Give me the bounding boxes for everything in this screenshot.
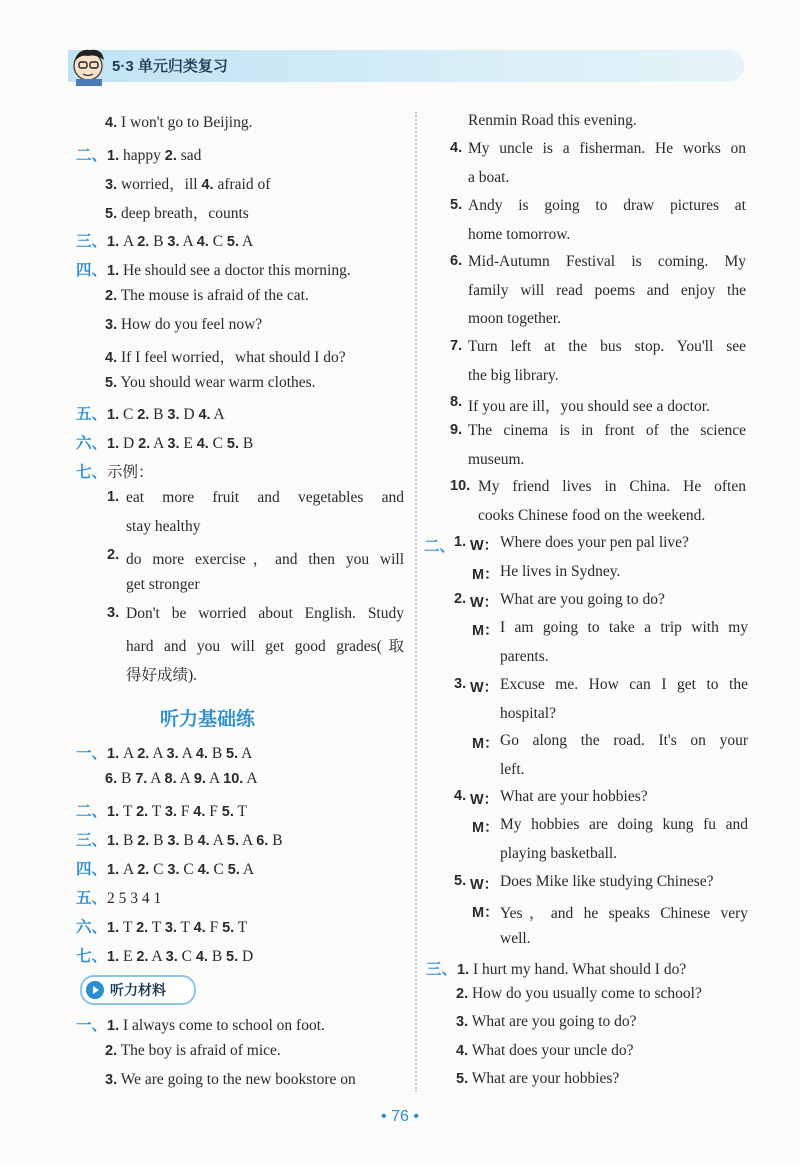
answer-number: 5.: [221, 804, 234, 820]
answer-number: 2.: [136, 949, 149, 965]
answer-number: 1.: [107, 920, 120, 936]
item-number: 3.: [105, 1072, 118, 1088]
section-marker: 五、: [76, 406, 108, 423]
paragraph-line: Mid-Autumn Festival is coming. My: [468, 253, 746, 270]
speaker-label: W：: [470, 877, 499, 893]
answer-number: 5.: [227, 862, 240, 878]
answer-list: 1. C 2. B 3. D 4. A: [107, 406, 225, 423]
answer-list: 1. B 2. B 3. B 4. A 5. A 6. B: [107, 832, 283, 849]
answer-number: 1.: [107, 949, 120, 965]
answer-number: 3.: [166, 746, 179, 762]
paragraph-line: museum.: [468, 450, 525, 468]
paragraph-line: the big library.: [468, 366, 559, 384]
item-text: What does your uncle do?: [468, 1042, 634, 1059]
play-icon: [86, 981, 104, 999]
answer-line: [76, 402, 225, 424]
answer-number: 4.: [193, 920, 206, 936]
answer-list: 6. B 7. A 8. A 9. A 10. A: [105, 770, 258, 787]
section-marker: 一、: [76, 1017, 108, 1034]
answer-line: [105, 1042, 281, 1060]
paragraph-line: 得好成绩).: [126, 667, 198, 684]
answer-line: [456, 1070, 619, 1088]
item-number: 5.: [105, 375, 118, 391]
dialogue-line: My hobbies are doing kung fu and: [500, 816, 748, 833]
answer-list: 1. T 2. T 3. T 4. F 5. T: [107, 919, 248, 936]
section-marker: 二、: [76, 803, 108, 820]
dialogue-line: Yes，and he speaks Chinese very: [500, 905, 748, 922]
answer-number: 3.: [167, 234, 180, 250]
section-marker: 三、: [76, 233, 108, 250]
paragraph-line: a boat.: [468, 168, 510, 186]
answer-number: 5.: [226, 436, 239, 452]
paragraph-line: cooks Chinese food on the weekend.: [478, 506, 706, 524]
section-marker: 一、: [76, 745, 108, 762]
item-number: 4.: [450, 140, 463, 156]
section-marker: 四、: [76, 861, 108, 878]
item-text: I hurt my hand. What should I do?: [469, 961, 687, 978]
item-number: 1.: [454, 534, 467, 550]
answer-number: 2.: [137, 746, 150, 762]
dialogue-line: Where does your pen pal live?: [500, 534, 689, 551]
answer-number: 2.: [137, 234, 150, 250]
item-number: 3.: [454, 676, 467, 692]
listening-material-label: 听力材料: [110, 983, 166, 999]
item-number: 4.: [105, 115, 118, 131]
speaker-label: W：: [470, 538, 499, 554]
answer-list: 1. T 2. T 3. F 4. F 5. T: [107, 803, 247, 820]
answer-number: 2.: [136, 920, 149, 936]
answer-number: 3.: [164, 920, 177, 936]
header: [68, 46, 744, 86]
speaker-label: W：: [470, 680, 499, 696]
item-text: How do you feel now?: [117, 316, 263, 333]
item-text: The boy is afraid of mice.: [117, 1042, 281, 1059]
item-text: How do you usually come to school?: [468, 985, 702, 1002]
paragraph-line: If you are ill，you should see a doctor.: [468, 398, 710, 415]
speaker-label: W：: [470, 595, 499, 611]
item-number: 4.: [105, 350, 118, 366]
answer-number: 3.: [167, 862, 180, 878]
item-text: What are your hobbies?: [468, 1070, 620, 1087]
answer-number: 1.: [107, 407, 120, 423]
answer-line: [105, 316, 262, 334]
answer-line: [105, 770, 258, 788]
dialogue-line: parents.: [500, 647, 549, 665]
item-number: 9.: [450, 422, 463, 438]
page-number: • 76 •: [381, 1108, 419, 1125]
dialogue-line: What are you going to do?: [500, 591, 665, 608]
answer-number: 3.: [165, 949, 178, 965]
answer-number: 2.: [137, 833, 150, 849]
dialogue-line: He lives in Sydney.: [500, 563, 621, 580]
answer-line: [76, 915, 247, 937]
answer-number: 10.: [223, 771, 244, 787]
item-number: 2.: [105, 1043, 118, 1059]
item-number: 3.: [105, 317, 118, 333]
answer-line: [105, 201, 249, 223]
item-number: 2.: [456, 986, 469, 1002]
item-number: 3.: [107, 605, 120, 621]
paragraph-line: family will read poems and enjoy the: [468, 281, 746, 299]
speaker-label: W：: [470, 792, 499, 808]
answer-number: 5.: [226, 746, 239, 762]
item-text: We are going to the new bookstore on: [117, 1071, 356, 1088]
item-number: 1.: [107, 263, 120, 279]
answer-number: 9.: [193, 771, 206, 787]
paragraph-line: The cinema is in front of the science: [468, 422, 746, 439]
answer-line: [76, 886, 161, 908]
answer-number: 3.: [167, 407, 180, 423]
item-text: If I feel worried，what should I do?: [117, 349, 346, 366]
paragraph-line: eat more fruit and vegetables and: [126, 489, 404, 506]
paragraph-line: My uncle is a fisherman. He works on: [468, 140, 746, 157]
answer-line: [76, 258, 351, 280]
answer-line: [76, 828, 283, 850]
item-text: The mouse is afraid of the cat.: [117, 287, 309, 304]
item-number: 5.: [450, 197, 463, 213]
answer-line: [76, 944, 253, 966]
item-number: 6.: [450, 253, 463, 269]
answer-number: 3.: [167, 436, 180, 452]
answer-number: 2.: [138, 436, 151, 452]
item-text: He should see a doctor this morning.: [119, 262, 351, 279]
answer-line: [76, 229, 253, 251]
section-marker: 六、: [76, 919, 108, 936]
answer-number: 8.: [164, 771, 177, 787]
speaker-label: M：: [472, 820, 499, 836]
answer-number: 1.: [107, 746, 120, 762]
answer-line: [105, 172, 270, 194]
answer-line: [76, 857, 254, 879]
item-number: 4.: [456, 1043, 469, 1059]
answer-number: 5.: [226, 949, 239, 965]
answer-number: 3.: [164, 804, 177, 820]
mascot-icon: [68, 46, 112, 86]
item-number: 2.: [107, 547, 120, 563]
item-number: 1.: [107, 489, 120, 505]
item-text: What are you going to do?: [468, 1013, 637, 1030]
item-number: 1.: [457, 962, 470, 978]
section-marker: 二、: [424, 538, 456, 555]
answer-number: 1.: [107, 862, 120, 878]
answer-number: 1.: [107, 804, 120, 820]
speaker-label: M：: [472, 567, 499, 583]
answer-number: 6.: [105, 771, 118, 787]
section-marker: 五、: [76, 890, 108, 907]
dialogue-line: Excuse me. How can I get to the: [500, 676, 748, 693]
answer-number: 1.: [107, 234, 120, 250]
answer-number: 6.: [256, 833, 269, 849]
item-number: 1.: [107, 1018, 120, 1034]
dialogue-line: What are your hobbies?: [500, 788, 648, 805]
listening-material-badge: [80, 975, 196, 1005]
paragraph-line: Andy is going to draw pictures at: [468, 197, 746, 214]
item-number: 2.: [454, 591, 467, 607]
section-marker: 三、: [76, 832, 108, 849]
answer-list: 1. A 2. B 3. A 4. C 5. A: [107, 233, 254, 250]
answer-number: 5.: [226, 234, 239, 250]
item-number: 10.: [450, 478, 471, 494]
column-divider: [415, 112, 417, 1092]
answer-number: 2.: [137, 862, 150, 878]
answer-list: 1. E 2. A 3. C 4. B 5. D: [107, 948, 254, 965]
speaker-label: M：: [472, 905, 499, 921]
answer-line: [76, 460, 154, 482]
paragraph-line: moon together.: [468, 310, 561, 327]
answer-line: [76, 143, 201, 165]
answer-number: 4.: [196, 234, 209, 250]
answer-number: 7.: [135, 771, 148, 787]
paragraph-line: Turn left at the bus stop. You'll see: [468, 338, 746, 355]
answer-number: 4.: [196, 436, 209, 452]
answer-number: 5.: [222, 920, 235, 936]
dialogue-line: hospital?: [500, 704, 556, 722]
item-text: deep breath，counts: [117, 205, 249, 222]
answer-number: 4.: [197, 833, 210, 849]
header-title: 5·3 单元归类复习: [112, 58, 228, 75]
answer-number: 4.: [195, 746, 208, 762]
answer-line: [426, 957, 686, 979]
answer-list: 1. A 2. C 3. C 4. C 5. A: [107, 861, 255, 878]
answer-number: 4.: [198, 407, 211, 423]
answer-number: 2.: [137, 407, 150, 423]
paragraph-line: stay healthy: [126, 518, 201, 535]
answer-line: [76, 431, 253, 453]
item-text: afraid of: [213, 176, 271, 193]
answer-number: 5.: [226, 833, 239, 849]
item-number: 3.: [105, 177, 118, 193]
paragraph-line: hard and you will get good grades(取: [126, 638, 404, 655]
dialogue-line: I am going to take a trip with my: [500, 619, 748, 636]
answer-number: 4.: [193, 804, 206, 820]
speaker-label: M：: [472, 736, 499, 752]
item-number: 5.: [105, 206, 118, 222]
answer-number: 3.: [167, 833, 180, 849]
answer-number: 4.: [197, 862, 210, 878]
section-marker: 三、: [426, 961, 458, 978]
answer-line: [456, 1013, 637, 1031]
item-text: worried，ill: [117, 176, 202, 193]
listening-section-title: 听力基础练: [159, 708, 255, 730]
section-marker: 七、: [76, 464, 108, 481]
item-number: 7.: [450, 338, 463, 354]
answer-number: 1.: [107, 833, 120, 849]
answer-number: 4.: [195, 949, 208, 965]
item-text: sad: [176, 147, 202, 164]
answer-list: 1. A 2. A 3. A 4. B 5. A: [107, 745, 253, 762]
item-number: 4.: [201, 177, 214, 193]
answer-line: [76, 799, 247, 821]
answer-line: [105, 114, 253, 132]
paragraph-line: home tomorrow.: [468, 225, 571, 243]
section-marker: 六、: [76, 435, 108, 452]
item-text: You should wear warm clothes.: [117, 374, 316, 391]
dialogue-line: Does Mike like studying Chinese?: [500, 873, 714, 890]
answer-line: [105, 287, 309, 305]
answer-line: [105, 374, 316, 392]
paragraph-line: My friend lives in China. He often: [478, 478, 746, 495]
section-marker: 七、: [76, 948, 108, 965]
dialogue-line: left.: [500, 760, 525, 778]
answer-number: 1.: [107, 436, 120, 452]
paragraph-line: Don't be worried about English. Study: [126, 605, 404, 622]
answer-list: 2 5 3 4 1: [107, 890, 162, 907]
item-number: 5.: [454, 873, 467, 889]
answer-number: 2.: [136, 804, 149, 820]
dialogue-line: Go along the road. It's on your: [500, 732, 748, 749]
answer-line: [456, 1042, 634, 1060]
paragraph-line: Renmin Road this evening.: [468, 112, 637, 129]
section-marker: 二、: [76, 147, 108, 164]
section-marker: 四、: [76, 262, 108, 279]
answer-line: [105, 345, 346, 367]
item-number: 8.: [450, 394, 463, 410]
answer-list: 1. D 2. A 3. E 4. C 5. B: [107, 435, 254, 452]
paragraph-line: get stronger: [126, 576, 200, 593]
item-text: 示例：: [107, 464, 154, 481]
dialogue-line: playing basketball.: [500, 844, 618, 862]
dialogue-line: well.: [500, 929, 531, 947]
item-number: 2.: [164, 148, 177, 164]
answer-line: [76, 741, 252, 763]
item-text: I won't go to Beijing.: [117, 114, 253, 131]
answer-line: [456, 985, 702, 1003]
answer-line: [105, 1071, 356, 1089]
speaker-label: M：: [472, 623, 499, 639]
item-text: happy: [119, 147, 165, 164]
item-number: 1.: [107, 148, 120, 164]
item-number: 5.: [456, 1071, 469, 1087]
item-text: I always come to school on foot.: [119, 1017, 325, 1034]
item-number: 4.: [454, 788, 467, 804]
paragraph-line: do more exercise，and then you will: [126, 551, 404, 568]
answer-line: [76, 1013, 325, 1035]
item-number: 2.: [105, 288, 118, 304]
item-number: 3.: [456, 1014, 469, 1030]
